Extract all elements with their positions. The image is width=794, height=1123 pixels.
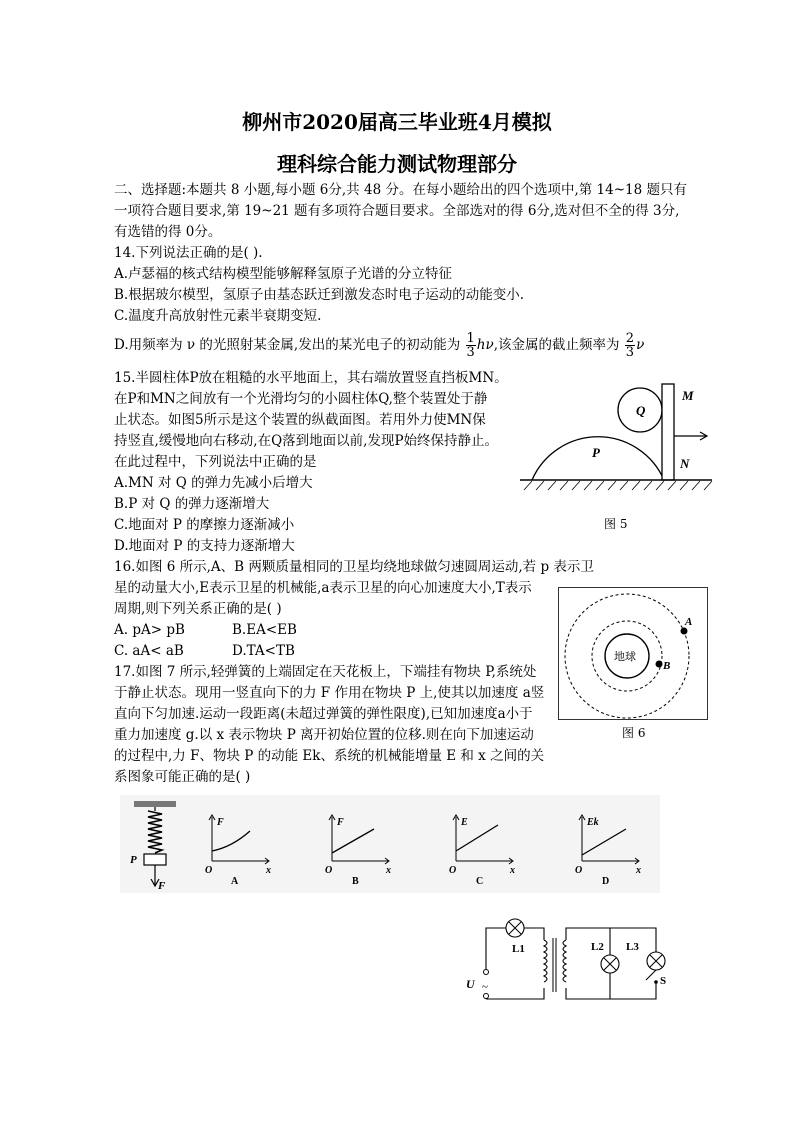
q16-line-2: 星的动量大小,E表示卫星的机械能,a表示卫星的向心加速度大小,T表示: [114, 580, 532, 596]
q17-line-1: 17.如图 7 所示,轻弹簧的上端固定在天花板上，下端挂有物块 P,系统处: [114, 664, 537, 680]
q16-option-b: B.EA<EB: [232, 622, 297, 638]
svg-text:O: O: [205, 865, 213, 876]
q17-line-4: 重力加速度 g.以 x 表示物块 P 离开初始位置的位移.则在向下加速运动: [114, 727, 534, 743]
satellite-a-label: A: [685, 616, 693, 628]
svg-text:x: x: [636, 865, 641, 876]
source-label: U: [466, 977, 475, 991]
fig7-force-label: F: [158, 880, 166, 892]
lamp-l3-label: L3: [626, 941, 639, 953]
svg-text:F: F: [217, 817, 224, 828]
fig6-caption: 图 6: [622, 726, 646, 740]
svg-text:O: O: [575, 865, 583, 876]
svg-text:E: E: [461, 817, 468, 828]
q15-option-a: A.MN 对 Q 的弹力先减小后增大: [114, 475, 313, 491]
fraction-one-third: $\frac{1}{3}$: [466, 331, 475, 360]
svg-text:C: C: [476, 876, 484, 887]
svg-text:x: x: [510, 865, 515, 876]
q15-option-d: D.地面对 P 的支持力逐渐增大: [114, 538, 295, 554]
switch-s-label: S: [660, 975, 667, 987]
fig5-label-n: N: [680, 456, 690, 471]
svg-text:A: A: [231, 876, 239, 887]
fig5-caption: 图 5: [604, 517, 628, 531]
svg-text:D: D: [602, 876, 610, 887]
svg-text:Ek: Ek: [587, 817, 599, 828]
q14-d-mid: ,该金属的截止频率为: [493, 337, 620, 353]
q15-line-3: 止状态。如图5所示是这个装置的纵截面图。若用外力使MN保: [114, 412, 486, 428]
figure-5: [516, 378, 716, 498]
page-title: 柳州市2020届高三毕业班4月模拟: [242, 110, 552, 134]
q15-option-b: B.P 对 Q 的弹力逐渐增大: [114, 496, 270, 512]
transformer-circuit: [460, 910, 670, 1010]
intro-line-1: 二、选择题:本题共 8 小题,每小题 6分,共 48 分。在每小题给出的四个选项中,第 14~18 题只有: [114, 182, 687, 198]
satellite-b-label: B: [663, 660, 671, 672]
lamp-l2-label: L2: [591, 941, 604, 953]
fig7-block-label: P: [130, 854, 137, 866]
fig5-label-q: Q: [636, 403, 646, 418]
q15-line-5: 在此过程中，下列说法中正确的是: [114, 454, 317, 470]
q14-d-hv: hν: [476, 337, 494, 353]
earth-label: 地球: [614, 650, 636, 663]
intro-line-3: 有选错的得 0分。: [114, 224, 222, 240]
fraction-two-thirds: $\frac{2}{3}$: [625, 331, 635, 360]
ac-symbol: ~: [482, 981, 488, 993]
q14-option-b: B.根据玻尔模型，氢原子由基态跃迁到激发态时电子运动的动能变小.: [114, 287, 525, 303]
q16-option-d: D.TA<TB: [232, 643, 295, 659]
q17-line-3: 直向下匀加速.运动一段距离(未超过弹簧的弹性限度),已知加速度a小于: [114, 706, 533, 722]
svg-text:F: F: [337, 817, 344, 828]
q16-option-c: C. aA< aB: [114, 643, 184, 659]
q14-option-c: C.温度升高放射性元素半衰期变短.: [114, 308, 322, 324]
q16-line-3: 周期,则下列关系正确的是( ): [114, 601, 282, 617]
q17-line-2: 于静止状态。现用一竖直向下的力 F 作用在物块 P 上,使其以加速度 a竖: [114, 685, 545, 701]
q14-option-d: [114, 328, 644, 362]
svg-text:B: B: [352, 876, 359, 887]
fig5-label-p: P: [592, 445, 600, 460]
q17-line-5: 的过程中,力 F、物块 P 的动能 Ek、系统的机械能增量 E 和 x 之间的关: [114, 748, 545, 764]
page-subtitle: 理科综合能力测试物理部分: [277, 152, 517, 176]
q16-line-1: 16.如图 6 所示,A、B 两颗质量相同的卫星均绕地球做匀速圆周运动,若 p 表示卫: [114, 559, 594, 575]
svg-text:x: x: [266, 865, 271, 876]
figure-6: [558, 587, 708, 720]
svg-text:x: x: [386, 865, 391, 876]
svg-text:O: O: [325, 865, 333, 876]
fig5-label-m: M: [682, 388, 694, 403]
lamp-l1-label: L1: [512, 943, 525, 955]
q17-line-6: 系图象可能正确的是( ): [114, 769, 251, 785]
q16-option-a: A. pA> pB: [114, 622, 185, 638]
q14-option-a: A.卢瑟福的核式结构模型能够解释氢原子光谱的分立特征: [114, 266, 453, 282]
q14-d-nu: ν: [636, 337, 645, 353]
q15-line-2: 在P和MN之间放有一个光滑均匀的小圆柱体Q,整个装置处于静: [114, 391, 488, 407]
figure-7: [120, 795, 660, 903]
intro-line-2: 一项符合题目要求,第 19~21 题有多项符合题目要求。全部选对的得 6分,选对但不全的得 3分,: [114, 203, 680, 219]
q15-line-4: 持竖直,缓慢地向右移动,在Q落到地面以前,发现P始终保持静止。: [114, 433, 499, 449]
q14-d-pre: D.用频率为 ν 的光照射某金属,发出的某光电子的初动能为: [114, 337, 461, 353]
q14-stem: 14.下列说法正确的是( ).: [114, 245, 263, 261]
q15-line-1: 15.半圆柱体P放在粗糙的水平地面上，其右端放置竖直挡板MN。: [114, 370, 508, 386]
q15-option-c: C.地面对 P 的摩擦力逐渐减小: [114, 517, 295, 533]
svg-text:O: O: [449, 865, 457, 876]
